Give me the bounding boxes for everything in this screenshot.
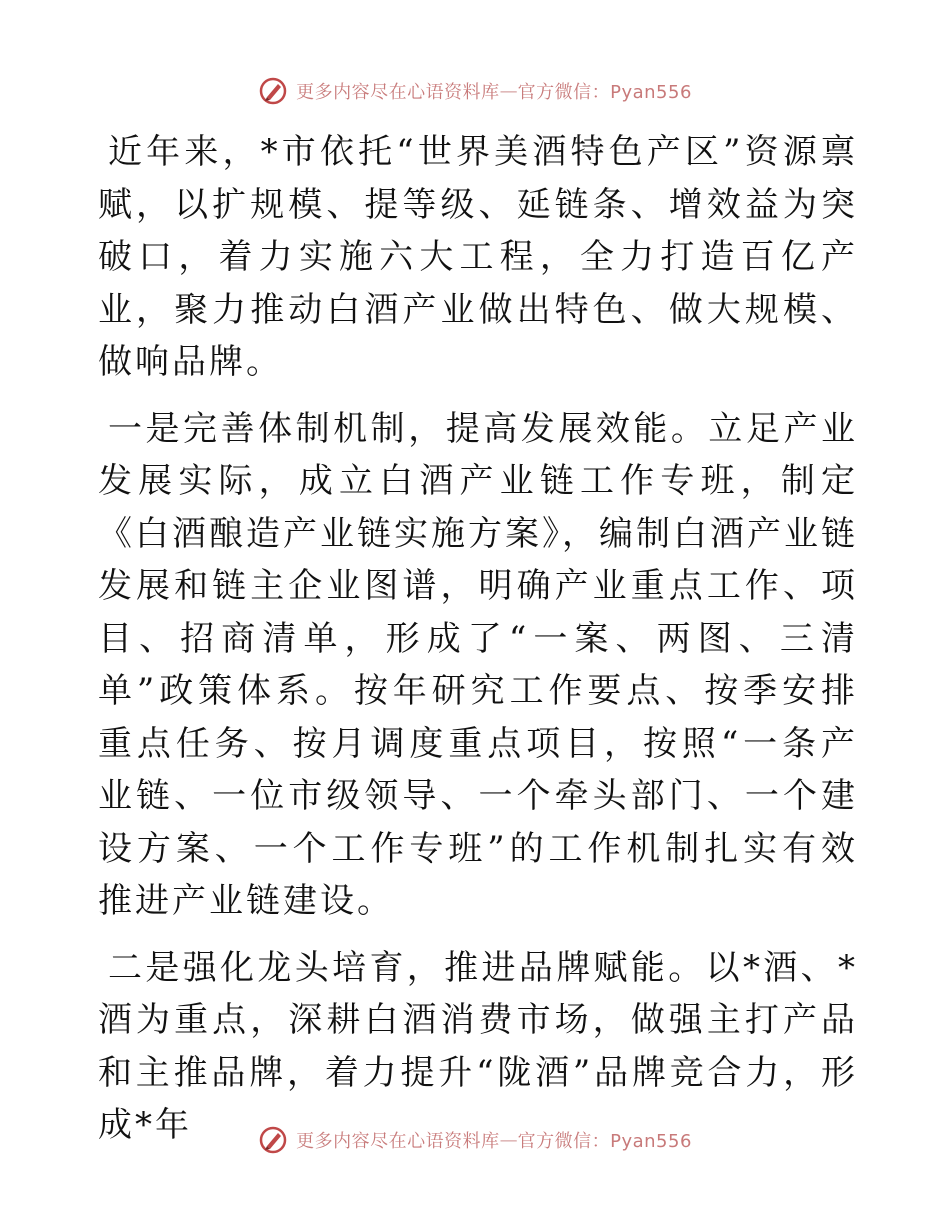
footer-watermark [0, 1123, 950, 1157]
header-watermark [0, 74, 950, 108]
watermark-wechat-text: 官方微信：Pyan556 [517, 82, 692, 103]
watermark-separator: — [499, 1129, 518, 1151]
paragraph-intro: 近年来，*市依托“世界美酒特色产区”资源禀赋，以扩规模、提等级、延链条、增效益为突破口，着力实施六大工程，全力打造百亿产业，聚力推动白酒产业做出特色、做大规模、做响品牌。 [98, 132, 858, 382]
document-body [98, 126, 858, 1166]
watermark-site-text: 更多内容尽在心语资料库 [296, 1131, 500, 1152]
watermark-wechat-text: 官方微信：Pyan556 [517, 1131, 692, 1152]
paragraph-mechanism: 一是完善体制机制，提高发展效能。立足产业发展实际，成立白酒产业链工作专班，制定《白酒酿造产业链实施方案》，编制白酒产业链发展和链主企业图谱，明确产业重点工作、项目、招商清单，形成了“一案、两图、三清单”政策体系。按年研究工作要点、按季安排重点任务、按月调度重点项目，按照“一条产业链、一位市级领导、一个牵头部门、一个建设方案、一个工作专班”的工作机制扎实有效推进产业链建设。 [98, 408, 858, 921]
pen-logo-icon [258, 1125, 288, 1155]
watermark-separator: — [499, 80, 518, 102]
watermark-site-text: 更多内容尽在心语资料库 [296, 82, 500, 103]
pen-logo-icon [258, 76, 288, 106]
paragraph-brand: 二是强化龙头培育，推进品牌赋能。以*酒、*酒为重点，深耕白酒消费市场，做强主打产品和主推品牌，着力提升“陇酒”品牌竞合力，形成*年 [98, 947, 858, 1145]
